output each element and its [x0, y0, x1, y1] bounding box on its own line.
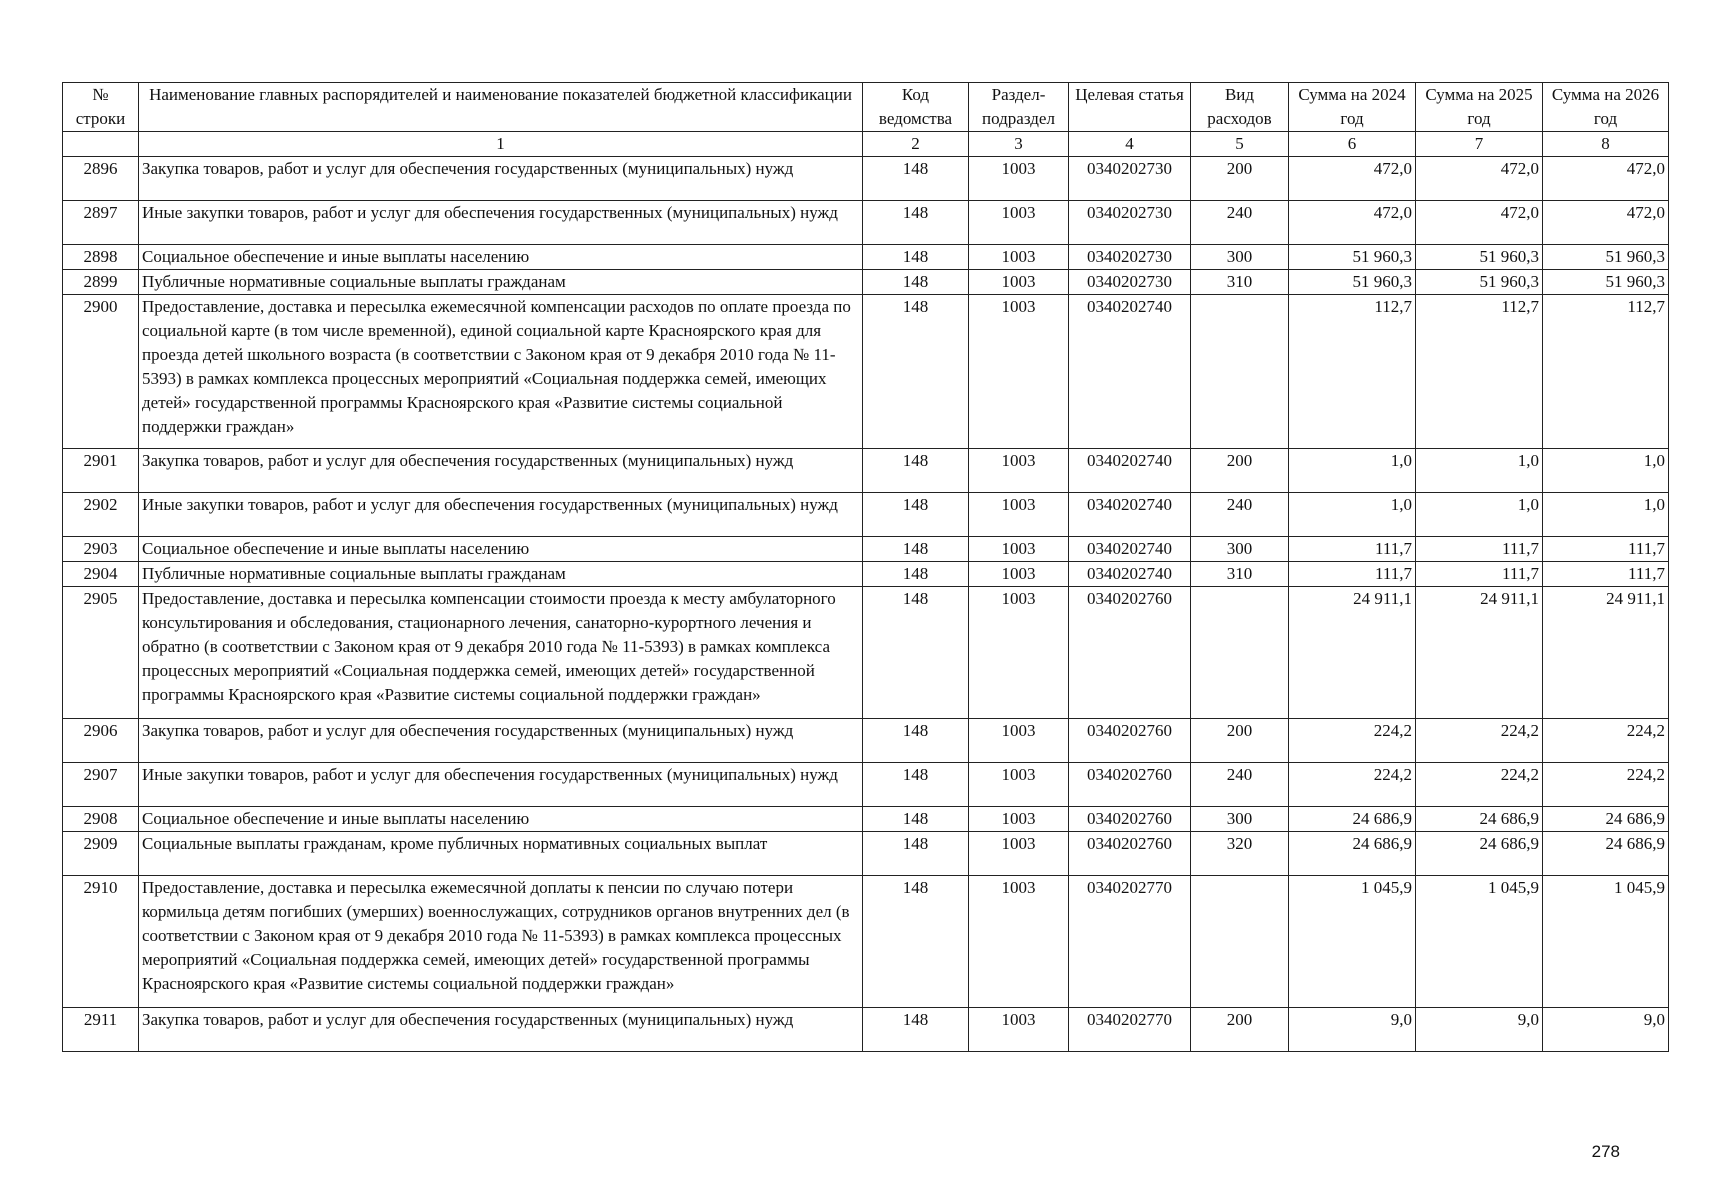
table-row	[63, 876, 1669, 1008]
header-cell: Вид расходов	[1191, 83, 1289, 132]
table-row	[63, 245, 1669, 270]
row-number: 2906	[63, 719, 139, 763]
row-expense-type: 200	[1191, 157, 1289, 201]
row-expense-type: 240	[1191, 201, 1289, 245]
row-name: Предоставление, доставка и пересылка ежемесячной компенсации расходов по оплате проезда по социальной карте (в том числе временной), единой социальной карте Красноярского края для проезда детей школьного возраста (в соответствии с Законом края от 9 декабря 2010 года № 11-5393) в рамках комплекса процессных мероприятий «Социальная поддержка семей, имеющих детей» государственной программы Красноярского края «Развитие системы социальной поддержки граждан»	[139, 295, 863, 449]
row-name: Социальное обеспечение и иные выплаты населению	[139, 537, 863, 562]
column-number	[63, 132, 139, 157]
row-name: Социальное обеспечение и иные выплаты населению	[139, 807, 863, 832]
column-number: 3	[969, 132, 1069, 157]
row-razdel-code: 1003	[969, 1008, 1069, 1052]
column-number-row	[63, 132, 1669, 157]
row-number: 2902	[63, 493, 139, 537]
row-sum-2026: 111,7	[1543, 537, 1669, 562]
column-number: 5	[1191, 132, 1289, 157]
row-sum-2024: 24 686,9	[1289, 807, 1416, 832]
table-row	[63, 493, 1669, 537]
row-name: Иные закупки товаров, работ и услуг для обеспечения государственных (муниципальных) нужд	[139, 763, 863, 807]
row-razdel-code: 1003	[969, 876, 1069, 1008]
row-target-article: 0340202760	[1069, 807, 1191, 832]
row-ved-code: 148	[863, 201, 969, 245]
row-expense-type: 200	[1191, 719, 1289, 763]
row-number: 2898	[63, 245, 139, 270]
row-target-article: 0340202730	[1069, 201, 1191, 245]
row-number: 2897	[63, 201, 139, 245]
row-ved-code: 148	[863, 157, 969, 201]
table-row	[63, 719, 1669, 763]
row-sum-2024: 111,7	[1289, 537, 1416, 562]
row-target-article: 0340202740	[1069, 493, 1191, 537]
row-razdel-code: 1003	[969, 295, 1069, 449]
header-cell: Наименование главных распорядителей и наименование показателей бюджетной классификации	[139, 83, 863, 132]
row-sum-2024: 224,2	[1289, 763, 1416, 807]
row-sum-2026: 24 911,1	[1543, 587, 1669, 719]
row-sum-2025: 472,0	[1416, 201, 1543, 245]
row-expense-type	[1191, 587, 1289, 719]
row-sum-2025: 1 045,9	[1416, 876, 1543, 1008]
row-sum-2026: 1 045,9	[1543, 876, 1669, 1008]
budget-table	[62, 82, 1669, 1052]
row-expense-type: 300	[1191, 245, 1289, 270]
row-sum-2025: 111,7	[1416, 537, 1543, 562]
column-number: 2	[863, 132, 969, 157]
row-target-article: 0340202740	[1069, 449, 1191, 493]
row-razdel-code: 1003	[969, 537, 1069, 562]
header-cell: Раздел-подраздел	[969, 83, 1069, 132]
row-number: 2901	[63, 449, 139, 493]
row-number: 2911	[63, 1008, 139, 1052]
row-ved-code: 148	[863, 295, 969, 449]
row-number: 2903	[63, 537, 139, 562]
row-expense-type: 300	[1191, 537, 1289, 562]
row-sum-2024: 472,0	[1289, 201, 1416, 245]
row-expense-type: 300	[1191, 807, 1289, 832]
table-row	[63, 807, 1669, 832]
table-row	[63, 449, 1669, 493]
row-sum-2026: 1,0	[1543, 493, 1669, 537]
row-sum-2025: 24 911,1	[1416, 587, 1543, 719]
row-number: 2899	[63, 270, 139, 295]
row-target-article: 0340202760	[1069, 832, 1191, 876]
row-target-article: 0340202730	[1069, 270, 1191, 295]
header-cell: Сумма на 2024 год	[1289, 83, 1416, 132]
row-sum-2026: 472,0	[1543, 201, 1669, 245]
row-number: 2904	[63, 562, 139, 587]
row-number: 2900	[63, 295, 139, 449]
table-row	[63, 832, 1669, 876]
row-sum-2026: 51 960,3	[1543, 245, 1669, 270]
row-razdel-code: 1003	[969, 157, 1069, 201]
row-sum-2026: 111,7	[1543, 562, 1669, 587]
row-sum-2025: 1,0	[1416, 493, 1543, 537]
row-target-article: 0340202760	[1069, 763, 1191, 807]
row-name: Закупка товаров, работ и услуг для обеспечения государственных (муниципальных) нужд	[139, 449, 863, 493]
row-sum-2024: 9,0	[1289, 1008, 1416, 1052]
table-row	[63, 295, 1669, 449]
column-number: 4	[1069, 132, 1191, 157]
table-row	[63, 1008, 1669, 1052]
row-name: Закупка товаров, работ и услуг для обеспечения государственных (муниципальных) нужд	[139, 719, 863, 763]
table-row	[63, 587, 1669, 719]
row-razdel-code: 1003	[969, 587, 1069, 719]
row-name: Предоставление, доставка и пересылка компенсации стоимости проезда к месту амбулаторного консультирования и обследования, стационарного лечения, санаторно-курортного лечения и обратно (в соответствии с Законом края от 9 декабря 2010 года № 11-5393) в рамках комплекса процессных мероприятий «Социальная поддержка семей, имеющих детей» государственной программы Красноярского края «Развитие системы социальной поддержки граждан»	[139, 587, 863, 719]
row-ved-code: 148	[863, 493, 969, 537]
row-sum-2026: 472,0	[1543, 157, 1669, 201]
row-razdel-code: 1003	[969, 562, 1069, 587]
row-name: Социальное обеспечение и иные выплаты населению	[139, 245, 863, 270]
row-sum-2026: 112,7	[1543, 295, 1669, 449]
table-row	[63, 201, 1669, 245]
row-ved-code: 148	[863, 1008, 969, 1052]
row-razdel-code: 1003	[969, 832, 1069, 876]
row-expense-type	[1191, 876, 1289, 1008]
row-razdel-code: 1003	[969, 449, 1069, 493]
column-number: 7	[1416, 132, 1543, 157]
row-sum-2025: 111,7	[1416, 562, 1543, 587]
row-number: 2905	[63, 587, 139, 719]
row-sum-2024: 24 911,1	[1289, 587, 1416, 719]
row-ved-code: 148	[863, 832, 969, 876]
row-name: Предоставление, доставка и пересылка ежемесячной доплаты к пенсии по случаю потери кормильца детям погибших (умерших) военнослужащих, сотрудников органов внутренних дел (в соответствии с Законом края от 9 декабря 2010 года № 11-5393) в рамках комплекса процессных мероприятий «Социальная поддержка семей, имеющих детей» государственной программы Красноярского края «Развитие системы социальной поддержки граждан»	[139, 876, 863, 1008]
row-ved-code: 148	[863, 537, 969, 562]
row-sum-2026: 9,0	[1543, 1008, 1669, 1052]
row-expense-type	[1191, 295, 1289, 449]
column-number: 1	[139, 132, 863, 157]
row-name: Публичные нормативные социальные выплаты гражданам	[139, 562, 863, 587]
row-sum-2025: 51 960,3	[1416, 270, 1543, 295]
row-razdel-code: 1003	[969, 763, 1069, 807]
row-sum-2024: 1 045,9	[1289, 876, 1416, 1008]
row-number: 2908	[63, 807, 139, 832]
row-ved-code: 148	[863, 270, 969, 295]
row-sum-2024: 1,0	[1289, 449, 1416, 493]
row-target-article: 0340202770	[1069, 1008, 1191, 1052]
row-target-article: 0340202760	[1069, 719, 1191, 763]
row-number: 2910	[63, 876, 139, 1008]
row-target-article: 0340202770	[1069, 876, 1191, 1008]
column-number: 8	[1543, 132, 1669, 157]
header-cell: № строки	[63, 83, 139, 132]
header-cell: Код ведомства	[863, 83, 969, 132]
header-cell: Целевая статья	[1069, 83, 1191, 132]
row-sum-2025: 224,2	[1416, 719, 1543, 763]
row-name: Закупка товаров, работ и услуг для обеспечения государственных (муниципальных) нужд	[139, 1008, 863, 1052]
row-razdel-code: 1003	[969, 719, 1069, 763]
row-sum-2026: 224,2	[1543, 719, 1669, 763]
row-sum-2025: 24 686,9	[1416, 832, 1543, 876]
row-name: Иные закупки товаров, работ и услуг для обеспечения государственных (муниципальных) нужд	[139, 493, 863, 537]
row-sum-2024: 112,7	[1289, 295, 1416, 449]
table-row	[63, 537, 1669, 562]
row-sum-2024: 24 686,9	[1289, 832, 1416, 876]
table-row	[63, 270, 1669, 295]
row-sum-2026: 224,2	[1543, 763, 1669, 807]
row-sum-2026: 24 686,9	[1543, 832, 1669, 876]
row-sum-2026: 1,0	[1543, 449, 1669, 493]
row-sum-2024: 1,0	[1289, 493, 1416, 537]
table-row	[63, 157, 1669, 201]
row-sum-2024: 51 960,3	[1289, 270, 1416, 295]
row-expense-type: 200	[1191, 1008, 1289, 1052]
row-razdel-code: 1003	[969, 270, 1069, 295]
row-sum-2025: 51 960,3	[1416, 245, 1543, 270]
row-name: Социальные выплаты гражданам, кроме публичных нормативных социальных выплат	[139, 832, 863, 876]
row-ved-code: 148	[863, 763, 969, 807]
row-ved-code: 148	[863, 587, 969, 719]
row-name: Иные закупки товаров, работ и услуг для обеспечения государственных (муниципальных) нужд	[139, 201, 863, 245]
column-number: 6	[1289, 132, 1416, 157]
row-target-article: 0340202740	[1069, 562, 1191, 587]
row-target-article: 0340202730	[1069, 157, 1191, 201]
row-number: 2909	[63, 832, 139, 876]
header-cell: Сумма на 2025 год	[1416, 83, 1543, 132]
row-ved-code: 148	[863, 719, 969, 763]
row-target-article: 0340202740	[1069, 295, 1191, 449]
row-expense-type: 240	[1191, 493, 1289, 537]
row-name: Публичные нормативные социальные выплаты гражданам	[139, 270, 863, 295]
table-body	[63, 157, 1669, 1052]
header-row	[63, 83, 1669, 132]
row-expense-type: 310	[1191, 562, 1289, 587]
table-row	[63, 763, 1669, 807]
row-sum-2025: 472,0	[1416, 157, 1543, 201]
row-expense-type: 200	[1191, 449, 1289, 493]
row-ved-code: 148	[863, 876, 969, 1008]
row-sum-2024: 51 960,3	[1289, 245, 1416, 270]
row-target-article: 0340202730	[1069, 245, 1191, 270]
row-sum-2025: 224,2	[1416, 763, 1543, 807]
row-expense-type: 240	[1191, 763, 1289, 807]
row-expense-type: 310	[1191, 270, 1289, 295]
row-expense-type: 320	[1191, 832, 1289, 876]
row-sum-2026: 24 686,9	[1543, 807, 1669, 832]
row-target-article: 0340202740	[1069, 537, 1191, 562]
row-number: 2896	[63, 157, 139, 201]
row-number: 2907	[63, 763, 139, 807]
row-razdel-code: 1003	[969, 493, 1069, 537]
row-sum-2025: 1,0	[1416, 449, 1543, 493]
row-ved-code: 148	[863, 245, 969, 270]
row-sum-2025: 112,7	[1416, 295, 1543, 449]
table-row	[63, 562, 1669, 587]
row-razdel-code: 1003	[969, 201, 1069, 245]
row-sum-2025: 24 686,9	[1416, 807, 1543, 832]
row-razdel-code: 1003	[969, 807, 1069, 832]
row-sum-2024: 111,7	[1289, 562, 1416, 587]
row-sum-2024: 224,2	[1289, 719, 1416, 763]
page-number: 278	[1591, 1142, 1620, 1161]
row-sum-2026: 51 960,3	[1543, 270, 1669, 295]
header-cell: Сумма на 2026 год	[1543, 83, 1669, 132]
row-sum-2024: 472,0	[1289, 157, 1416, 201]
row-sum-2025: 9,0	[1416, 1008, 1543, 1052]
row-target-article: 0340202760	[1069, 587, 1191, 719]
row-name: Закупка товаров, работ и услуг для обеспечения государственных (муниципальных) нужд	[139, 157, 863, 201]
row-ved-code: 148	[863, 807, 969, 832]
row-razdel-code: 1003	[969, 245, 1069, 270]
row-ved-code: 148	[863, 562, 969, 587]
row-ved-code: 148	[863, 449, 969, 493]
